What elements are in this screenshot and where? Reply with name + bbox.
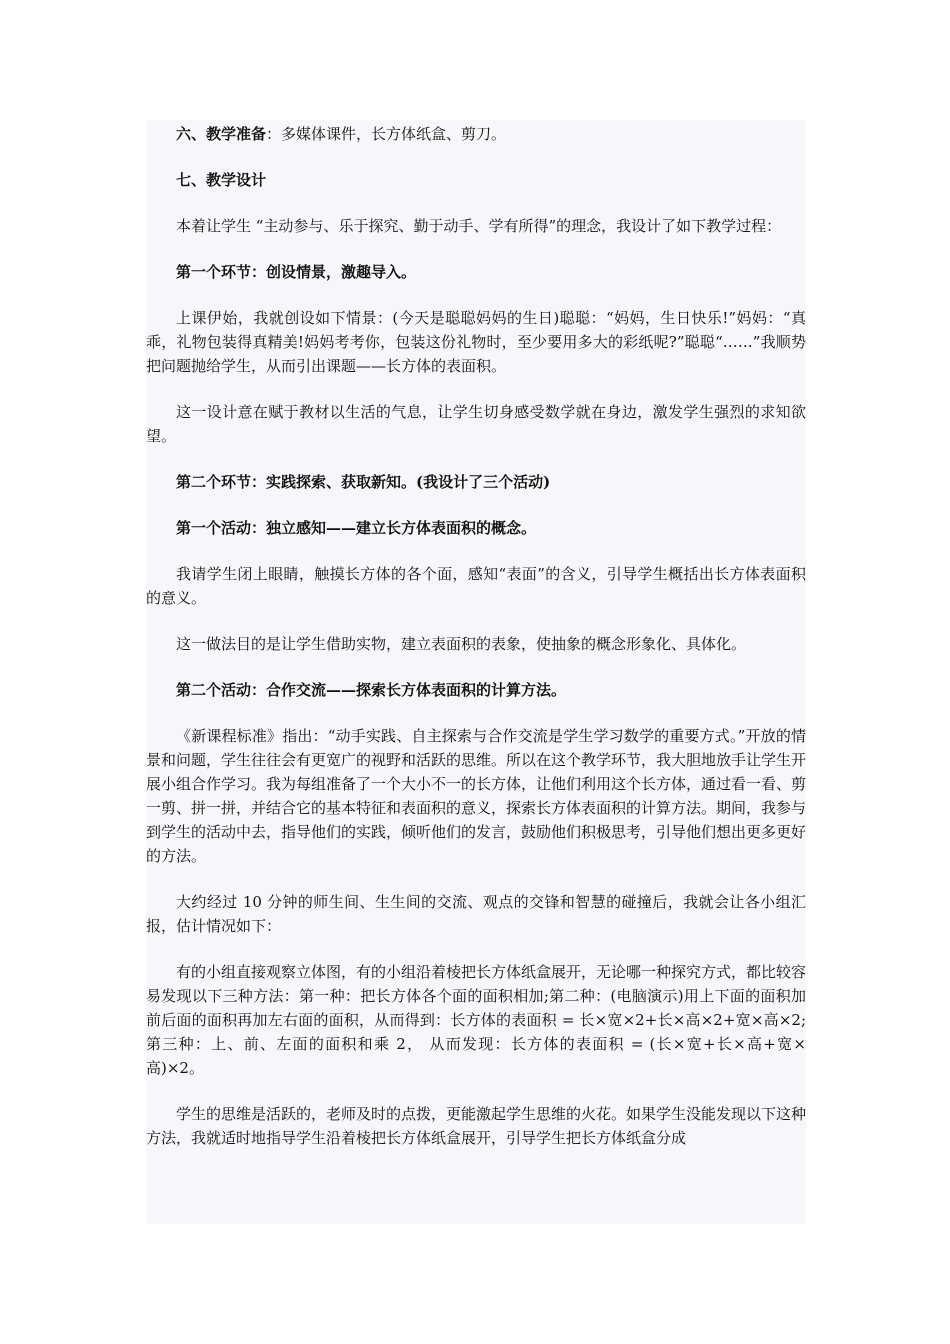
section-heading: 七、教学设计	[176, 171, 267, 189]
paragraph: 本着让学生 “主动参与、乐于探究、勤于动手、学有所得”的理念，我设计了如下教学过程：	[176, 217, 782, 235]
paragraph: 《新课程标准》指出：“动手实践、自主探索与合作交流是学生学习数学的重要方式。”开放的情景和问题，学生往往会有更宽广的视野和活跃的思维。所以在这个教学环节，我大胆地放手让学生开展小组合作学习。我为每组准备了一个大小不一的长方体，让他们利用这个长方体，通过看一看、剪一剪、拼一拼，并结合它的基本特征和表面积的意义，探索长方体表面积的计算方法。期间，我参与到学生的活动中去，指导他们的实践，倾听他们的发言，鼓励他们积极思考，引导他们想出更多更好的方法。	[146, 727, 807, 865]
paragraph: 我请学生闭上眼睛，触摸长方体的各个面，感知“表面”的含义，引导学生概括出长方体表面积的意义。	[146, 565, 806, 607]
paragraph: 大约经过 10 分钟的师生间、生生间的交流、观点的交锋和智慧的碰撞后，我就会让各小组汇报，估计情况如下：	[146, 893, 806, 935]
activity-heading: 第二个活动：合作交流——探索长方体表面积的计算方法。	[176, 681, 567, 699]
paragraph: 这一做法目的是让学生借助实物，建立表面积的表象，使抽象的概念形象化、具体化。	[176, 635, 747, 653]
paragraph-text: ：多媒体课件，长方体纸盒、剪刀。	[266, 125, 507, 143]
paragraph-teaching-preparation	[146, 122, 806, 146]
document-body	[146, 122, 806, 1172]
paragraph: 有的小组直接观察立体图，有的小组沿着棱把长方体纸盒展开，无论哪一种探究方式，都比较容易发现以下三种方法：第一种：把长方体各个面的面积相加;第二种：(电脑演示)用上下面的面积加前后面的面积再加左右面的面积，从而得到：长方体的表面积 = 长×宽×2+长×高×2+宽×高×2;第三种：上、前、左面的面积和乘 2， 从而发现：长方体的表面积 = (长×宽+长×高+宽×高)×2。	[146, 963, 807, 1077]
step-heading: 第一个环节：创设情景，激趣导入。	[176, 263, 417, 281]
paragraph: 这一设计意在赋于教材以生活的气息，让学生切身感受数学就在身边，激发学生强烈的求知欲望。	[146, 403, 806, 445]
activity-heading: 第一个活动：独立感知——建立长方体表面积的概念。	[176, 519, 537, 537]
step-heading: 第二个环节：实践探索、获取新知。(我设计了三个活动)	[176, 473, 551, 491]
paragraph: 上课伊始，我就创设如下情景：(今天是聪聪妈妈的生日)聪聪：“妈妈，生日快乐!”妈妈：“真乖，礼物包装得真精美!妈妈考考你，包装这份礼物时，至少要用多大的彩纸呢?”聪聪“……”我顺势把问题抛给学生，从而引出课题——长方体的表面积。	[146, 309, 806, 375]
section-label: 六、教学准备	[176, 125, 267, 143]
paragraph: 学生的思维是活跃的，老师及时的点拨，更能激起学生思维的火花。如果学生没能发现以下这种方法，我就适时地指导学生沿着棱把长方体纸盒展开，引导学生把长方体纸盒分成	[146, 1105, 807, 1147]
